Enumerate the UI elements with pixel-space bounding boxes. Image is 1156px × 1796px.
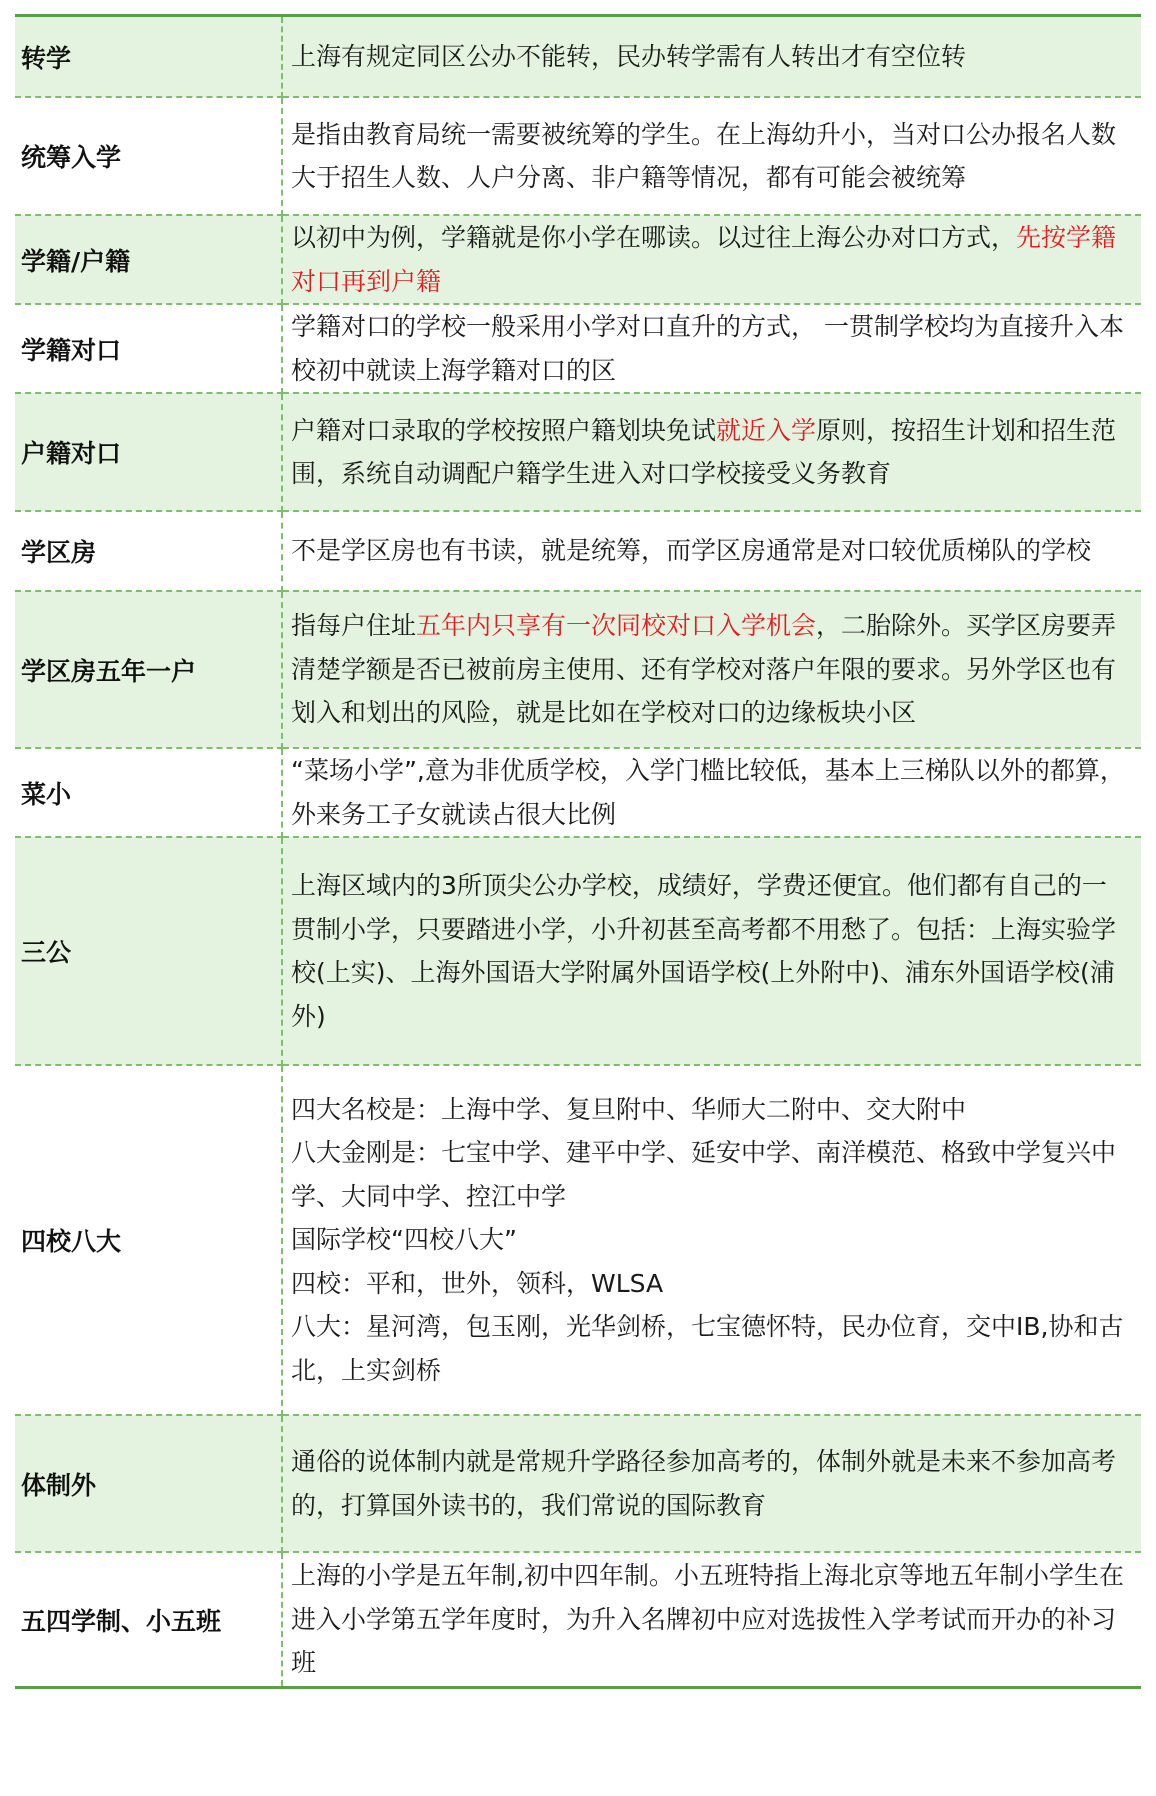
definition-cell: “菜场小学”,意为非优质学校，入学门槛比较低，基本上三梯队以外的都算，外来务工子女就读占很大比例: [282, 748, 1141, 837]
definition-cell: 学籍对口的学校一般采用小学对口直升的方式， 一贯制学校均为直接升入本校初中就读上海学籍对口的区: [282, 304, 1141, 393]
definition-line: 四大名校是：上海中学、复旦附中、华师大二附中、交大附中: [291, 1094, 967, 1124]
term-cell: 五四学制、小五班: [15, 1552, 282, 1686]
definition-cell: 上海的小学是五年制,初中四年制。小五班特指上海北京等地五年制小学生在进入小学第五学年度时，为升入名牌初中应对选拔性入学考试而开办的补习班: [282, 1552, 1141, 1686]
term-cell: 学籍对口: [15, 304, 282, 393]
table-row: [15, 215, 1141, 304]
term-cell: 学区房: [15, 511, 282, 591]
highlighted-text: 先按学籍对口再到户籍: [291, 223, 1117, 296]
definition-text: 指每户住址: [291, 611, 417, 641]
table-row: [15, 1065, 1141, 1415]
table-row: [15, 748, 1141, 837]
definition-line: 国际学校“四校八大”: [291, 1225, 517, 1255]
definition-line: 八大：星河湾，包玉刚，光华剑桥，七宝德怀特，民办位育，交中IB,协和古北，上实剑桥: [291, 1312, 1124, 1385]
definition-text: 户籍对口录取的学校按照户籍划块免试: [291, 415, 717, 445]
table-row: [15, 97, 1141, 215]
term-cell: 统筹入学: [15, 97, 282, 215]
highlighted-text: 五年内只享有一次同校对口入学机会: [416, 611, 817, 641]
glossary-table: [15, 17, 1141, 1686]
table-row: [15, 1415, 1141, 1552]
table-row: [15, 591, 1141, 748]
highlighted-text: 就近入学: [716, 415, 817, 445]
definition-cell: 上海有规定同区公办不能转，民办转学需有人转出才有空位转: [282, 17, 1141, 97]
table-row: [15, 837, 1141, 1065]
definition-line: 四校：平和，世外，领科，WLSA: [291, 1268, 664, 1298]
definition-text: 原则，按招生计划和招生范围，系统自动调配户籍学生进入对口学校接受义务教育: [291, 415, 1117, 488]
definition-cell: [282, 393, 1141, 511]
table-row: [15, 511, 1141, 591]
glossary-table-container: [15, 14, 1141, 1689]
term-cell: 户籍对口: [15, 393, 282, 511]
term-cell: 四校八大: [15, 1065, 282, 1415]
definition-cell: 通俗的说体制内就是常规升学路径参加高考的，体制外就是未来不参加高考的，打算国外读书的，我们常说的国际教育: [282, 1415, 1141, 1552]
term-cell: 体制外: [15, 1415, 282, 1552]
term-cell: 菜小: [15, 748, 282, 837]
definition-cell: 不是学区房也有书读，就是统筹，而学区房通常是对口较优质梯队的学校: [282, 511, 1141, 591]
term-cell: 转学: [15, 17, 282, 97]
definition-text: 以初中为例，学籍就是你小学在哪读。以过往上海公办对口方式，: [291, 223, 1017, 252]
definition-cell: [282, 591, 1141, 748]
definition-cell: 是指由教育局统一需要被统筹的学生。在上海幼升小，当对口公办报名人数大于招生人数、人户分离、非户籍等情况，都有可能会被统筹: [282, 97, 1141, 215]
definition-cell: 上海区域内的3所顶尖公办学校，成绩好，学费还便宜。他们都有自己的一贯制小学，只要踏进小学，小升初甚至高考都不用愁了。包括：上海实验学校(上实)、上海外国语大学附属外国语学校(上外附中)、浦东外国语学校(浦外): [282, 837, 1141, 1065]
term-cell: 学籍/户籍: [15, 215, 282, 304]
definition-cell: [282, 215, 1141, 304]
table-row: [15, 1552, 1141, 1686]
table-row: [15, 304, 1141, 393]
table-row: [15, 17, 1141, 97]
table-row: [15, 393, 1141, 511]
definition-text: ，二胎除外。买学区房要弄清楚学额是否已被前房主使用、还有学校对落户年限的要求。另外学区也有划入和划出的风险，就是比如在学校对口的边缘板块小区: [291, 611, 1117, 728]
definition-cell: [282, 1065, 1141, 1415]
term-cell: 学区房五年一户: [15, 591, 282, 748]
term-cell: 三公: [15, 837, 282, 1065]
definition-line: 八大金刚是：七宝中学、建平中学、延安中学、南洋模范、格致中学复兴中学、大同中学、控江中学: [291, 1138, 1117, 1211]
